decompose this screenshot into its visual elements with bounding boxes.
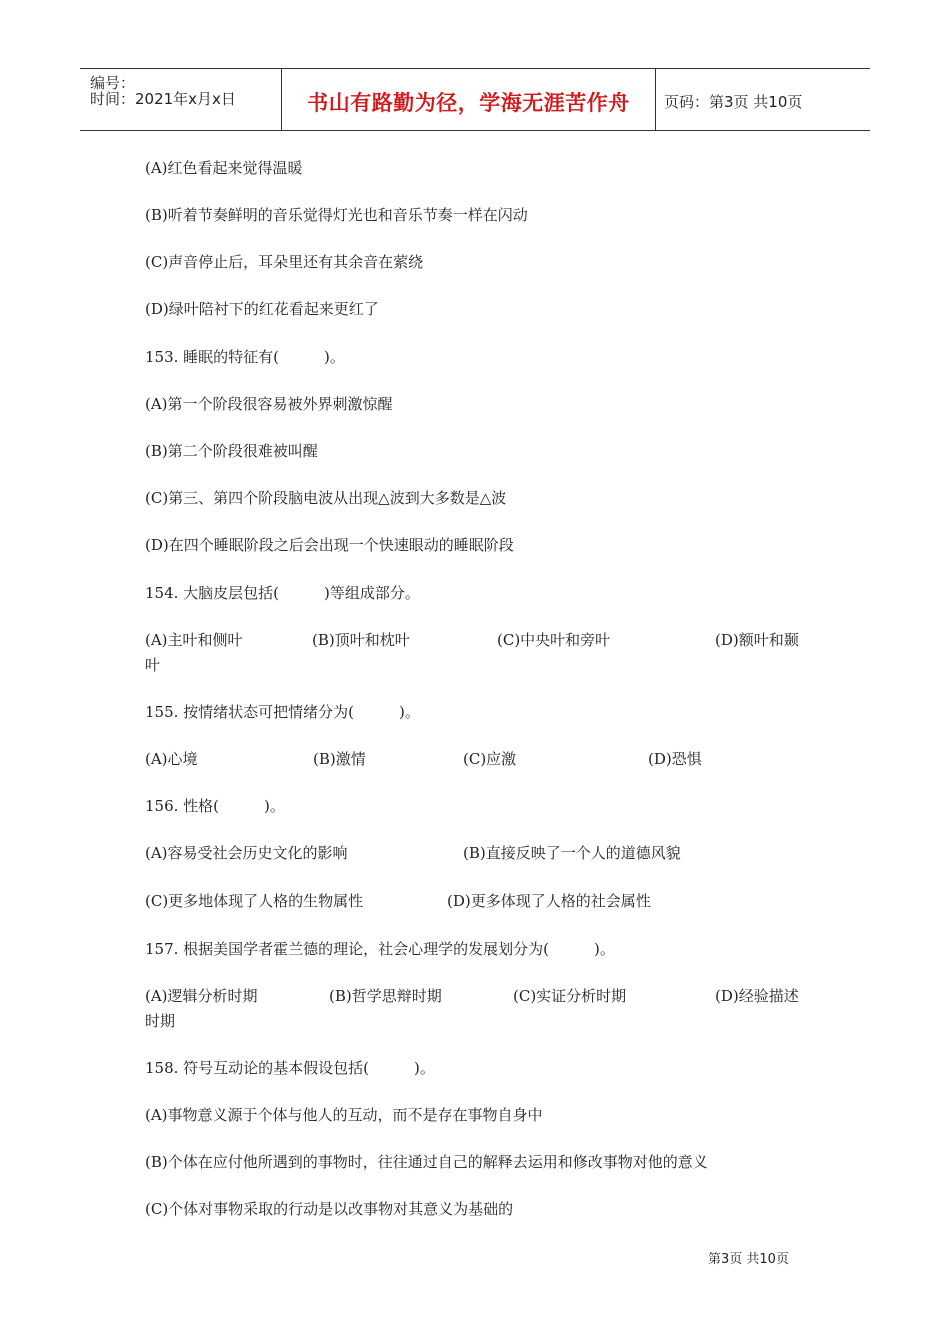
header-motto-cell [281,69,656,130]
question-155: 155. 按情绪状态可把情绪分为( )。 [145,703,420,721]
option-line: (A)红色看起来觉得温暖 [145,159,303,177]
option-d: (D)经验描述 [715,987,799,1005]
option-line: (C)个体对事物采取的行动是以改事物对其意义为基础的 [145,1200,514,1218]
option-line: (B)第二个阶段很难被叫醒 [145,442,318,460]
motto: 书山有路勤为径，学海无涯苦作舟 [307,91,630,115]
header-meta [80,69,280,130]
option-line: (C)声音停止后，耳朵里还有其余音在萦绕 [145,253,424,271]
option-d: (D)恐惧 [648,750,702,768]
date-line: 时间：2021年x月x日 [90,90,236,108]
option-d-wrap: 叶 [145,656,161,674]
option-line: (A)第一个阶段很容易被外界刺激惊醒 [145,395,393,413]
option-d-wrap: 时期 [145,1012,176,1030]
option-a: (A)容易受社会历史文化的影响 [145,844,348,862]
option-line: (D)绿叶陪衬下的红花看起来更红了 [145,300,379,318]
option-c: (C)中央叶和旁叶 [497,631,611,649]
question-153: 153. 睡眠的特征有( )。 [145,348,345,366]
header-page-cell [656,69,870,130]
page-footer: 第3页 共10页 [708,1252,789,1267]
option-line: (B)听着节奏鲜明的音乐觉得灯光也和音乐节奏一样在闪动 [145,206,528,224]
option-a: (A)心境 [145,750,198,768]
question-154: 154. 大脑皮层包括( )等组成部分。 [145,584,420,602]
code-label: 编号： [90,74,136,92]
option-d: (D)更多体现了人格的社会属性 [447,892,651,910]
option-line: (D)在四个睡眠阶段之后会出现一个快速眼动的睡眠阶段 [145,536,514,554]
question-157: 157. 根据美国学者霍兰德的理论，社会心理学的发展划分为( )。 [145,940,615,958]
page-code: 页码：第3页 共10页 [664,93,803,111]
option-c: (C)应激 [463,750,517,768]
option-b: (B)直接反映了一个人的道德风貌 [463,844,681,862]
question-158: 158. 符号互动论的基本假设包括( )。 [145,1059,435,1077]
question-156: 156. 性格( )。 [145,797,285,815]
option-c: (C)实证分析时期 [513,987,627,1005]
option-d: (D)额叶和颞 [715,631,799,649]
option-line: (A)事物意义源于个体与他人的互动，而不是存在事物自身中 [145,1106,543,1124]
option-a: (A)逻辑分析时期 [145,987,258,1005]
option-line: (B)个体在应付他所遇到的事物时，往往通过自己的解释去运用和修改事物对他的意义 [145,1153,708,1171]
option-line: (C)第三、第四个阶段脑电波从出现△波到大多数是△波 [145,489,507,507]
option-b: (B)哲学思辩时期 [329,987,442,1005]
option-a: (A)主叶和侧叶 [145,631,243,649]
page-header [80,68,870,131]
option-c: (C)更多地体现了人格的生物属性 [145,892,364,910]
option-b: (B)激情 [313,750,366,768]
option-b: (B)顶叶和枕叶 [312,631,410,649]
